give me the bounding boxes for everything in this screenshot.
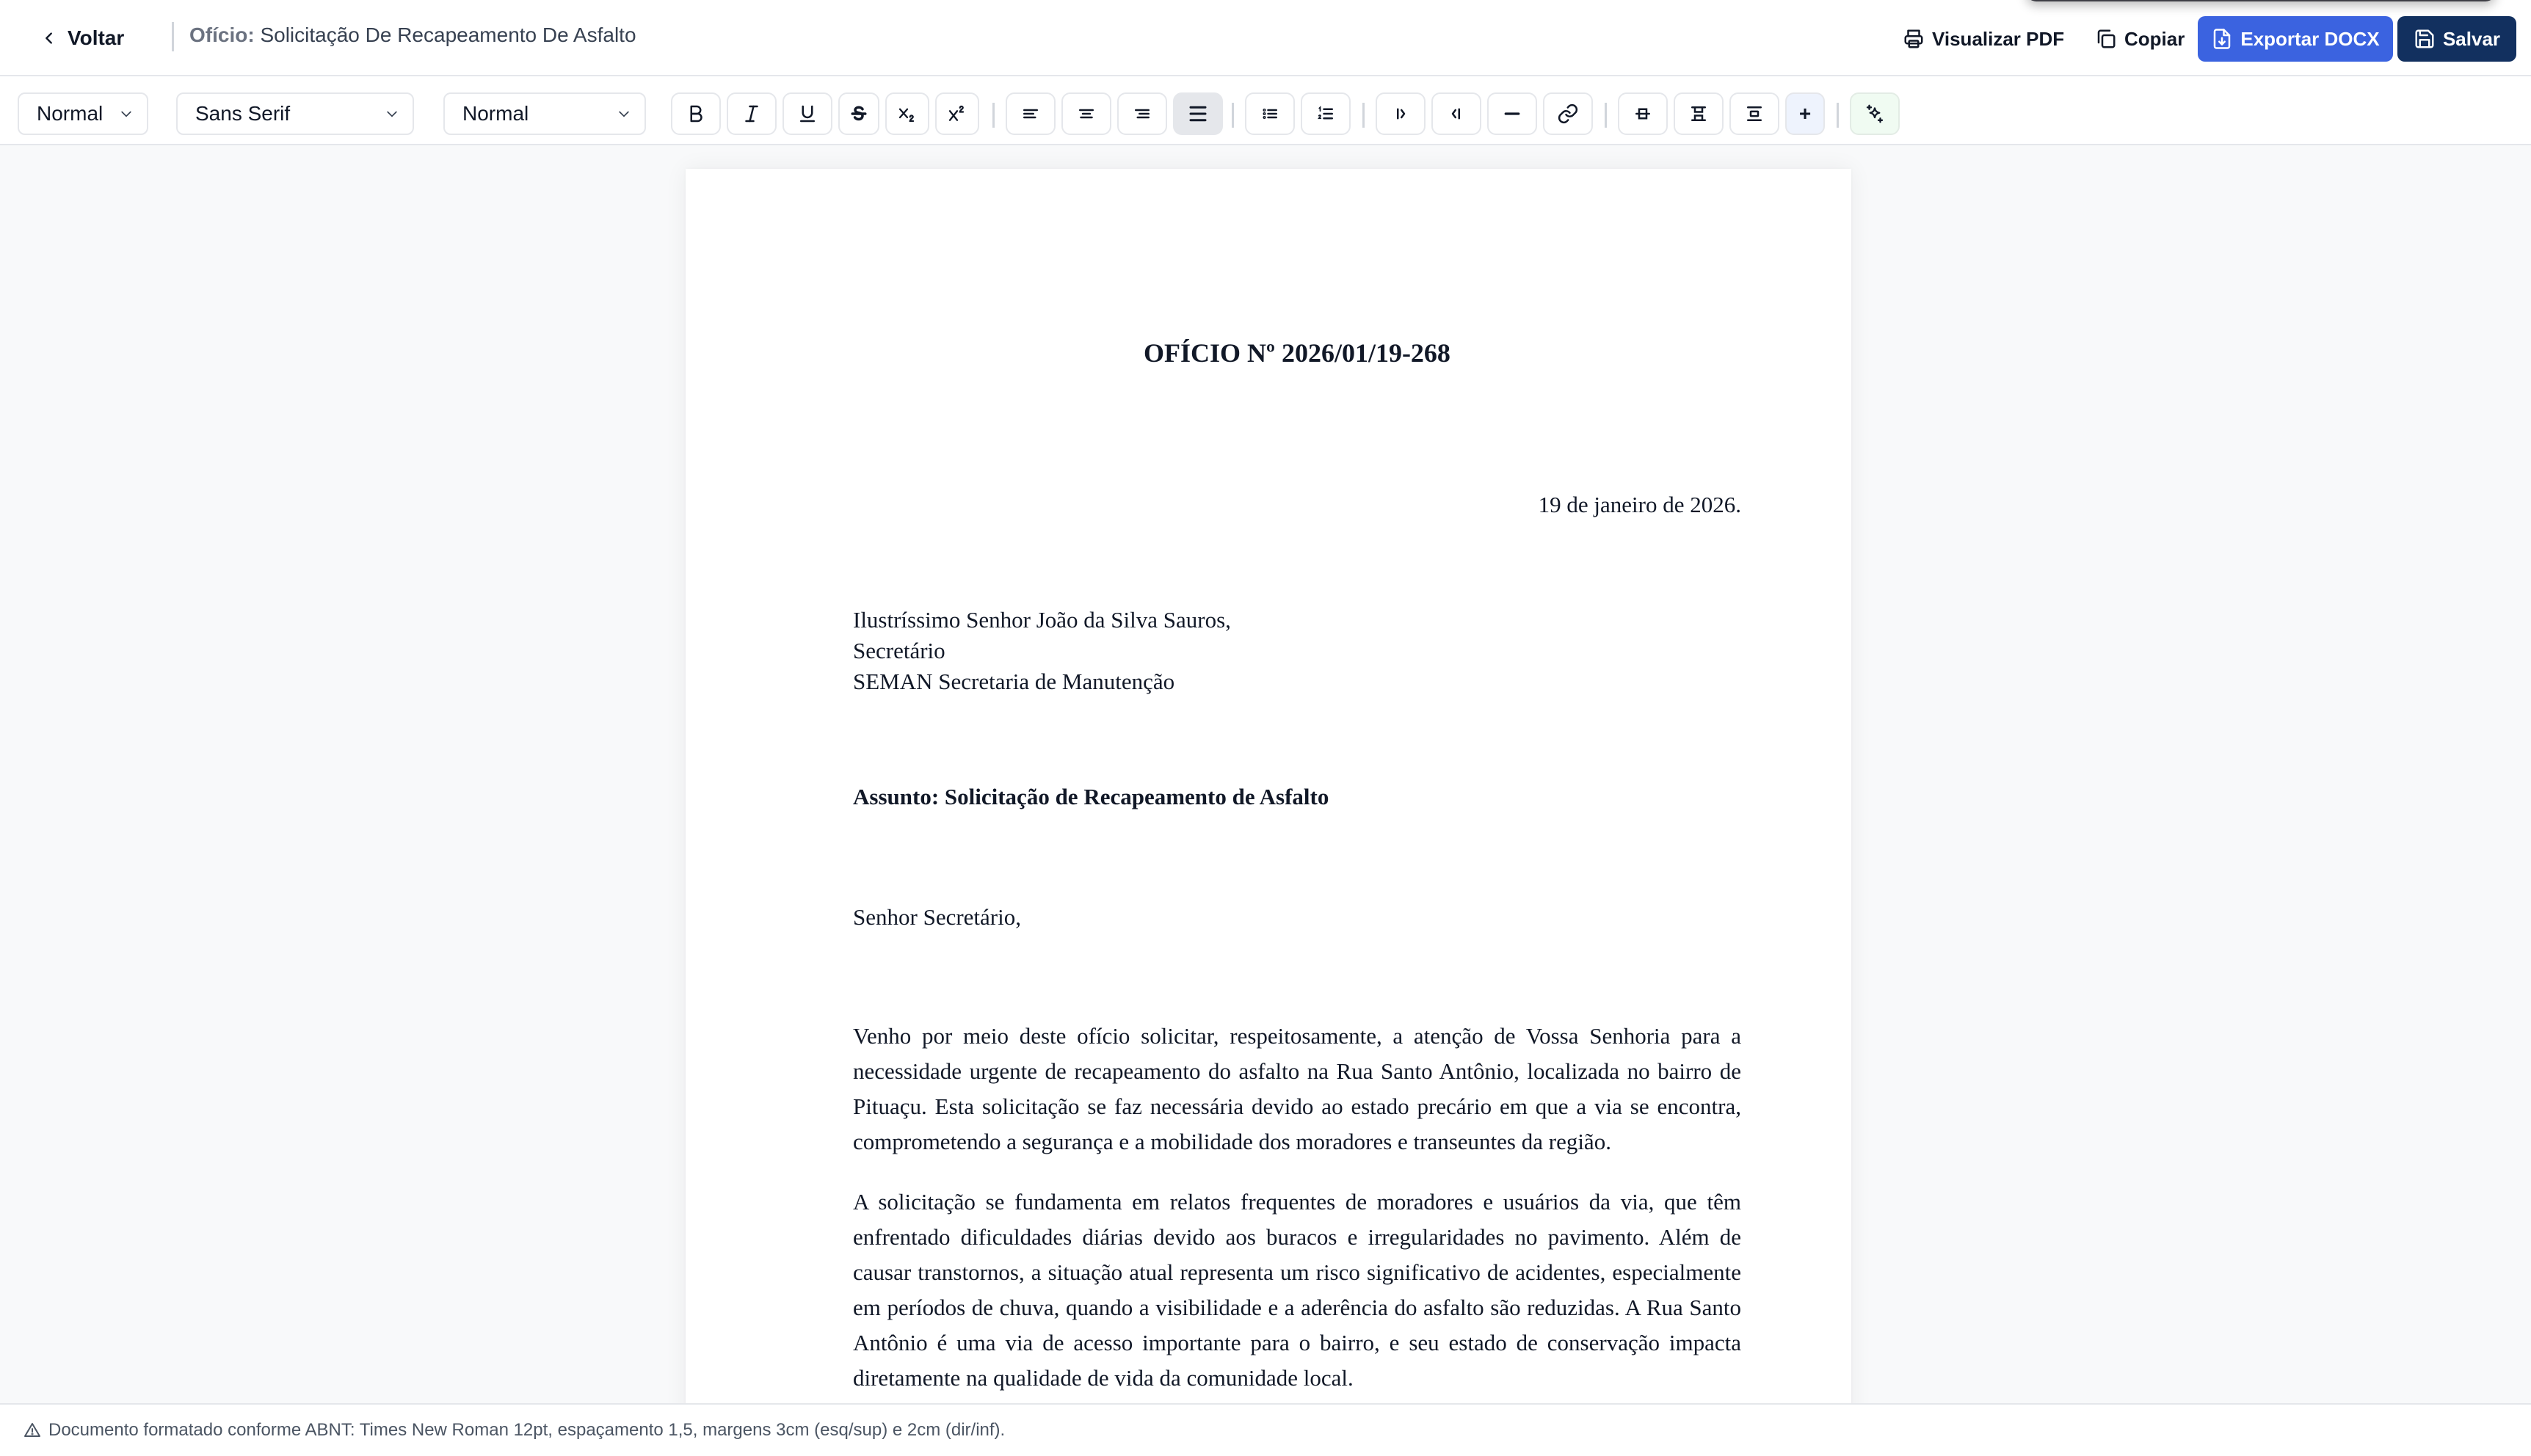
recipient-title: Secretário <box>853 638 945 663</box>
align-left-icon <box>1020 103 1042 125</box>
subscript-icon <box>896 103 918 125</box>
spacing-below-button[interactable] <box>1674 92 1724 135</box>
sparkles-icon <box>1864 103 1886 125</box>
header-divider <box>172 22 174 51</box>
align-left-button[interactable] <box>1006 92 1056 135</box>
outdent-button[interactable] <box>1431 92 1481 135</box>
overlay-edge <box>2026 0 2496 1</box>
back-button[interactable] <box>41 21 124 56</box>
toolbar-separator <box>1232 103 1234 128</box>
toolbar-separator <box>1362 103 1365 128</box>
bullet-list-button[interactable] <box>1245 92 1295 135</box>
indent-button[interactable] <box>1376 92 1426 135</box>
spacing-above-icon <box>1632 103 1654 125</box>
horizontal-rule-button[interactable] <box>1487 92 1537 135</box>
chevron-down-icon <box>119 106 134 121</box>
horizontal-rule-icon <box>1501 103 1523 125</box>
underline-button[interactable] <box>782 92 832 135</box>
save-icon <box>2414 28 2436 50</box>
strikethrough-button[interactable] <box>838 92 879 135</box>
outdent-icon <box>1445 103 1467 125</box>
warning-icon <box>23 1422 41 1439</box>
toolbar-separator <box>1605 103 1607 128</box>
align-justify-button[interactable] <box>1173 92 1223 135</box>
spacing-both-icon <box>1743 103 1765 125</box>
back-label: Voltar <box>68 26 125 49</box>
status-bar <box>0 1403 2531 1456</box>
abnt-notice: Documento formatado conforme ABNT: Times New Roman 12pt, espaçamento 1,5, margens 3cm (esq/sup) e 2cm (dir/inf). <box>48 1420 1006 1440</box>
heading-select-value: Normal <box>37 102 104 125</box>
superscript-icon <box>946 103 968 125</box>
copy-button[interactable] <box>2086 16 2193 62</box>
subscript-button[interactable] <box>885 92 929 135</box>
preview-pdf-label: Visualizar PDF <box>1932 27 2065 50</box>
superscript-button[interactable] <box>935 92 979 135</box>
underline-icon <box>796 103 818 125</box>
font-select[interactable] <box>176 92 414 135</box>
body-paragraph: Venho por meio deste ofício solicitar, respeitosamente, a atenção de Vossa Senhoria para a necessidade urgente de recapeamento do asfalto na Rua Santo Antônio, localizada no bairro de Pituaçu. Esta solicitação se faz necessária devido ao estado precário em que a via se encontra, comprometendo a segurança e a mobilidade dos moradores e transeuntes da região. <box>853 1023 1741 1154</box>
ordered-list-icon <box>1315 103 1337 125</box>
recipient-block <box>853 605 1231 697</box>
file-download-icon <box>2211 28 2233 50</box>
document-date: 19 de janeiro de 2026. <box>1538 492 1741 517</box>
align-center-button[interactable] <box>1061 92 1111 135</box>
align-center-icon <box>1075 103 1097 125</box>
indent-icon <box>1390 103 1412 125</box>
copy-icon <box>2095 28 2117 50</box>
size-select[interactable] <box>443 92 646 135</box>
bullet-list-icon <box>1259 103 1281 125</box>
spacing-above-button[interactable] <box>1618 92 1668 135</box>
chevron-down-icon <box>617 106 631 121</box>
export-docx-label: Exportar DOCX <box>2240 27 2380 50</box>
document-subject: Assunto: Solicitação de Recapeamento de Asfalto <box>853 784 1329 809</box>
recipient-name: Ilustríssimo Senhor João da Silva Sauros, <box>853 607 1231 633</box>
export-docx-button[interactable] <box>2198 16 2393 62</box>
bold-icon <box>685 103 707 125</box>
save-label: Salvar <box>2442 27 2501 50</box>
editor-canvas <box>0 145 2531 1403</box>
printer-icon <box>1903 28 1925 50</box>
top-header <box>0 0 2531 76</box>
chevron-left-icon <box>41 30 57 46</box>
font-select-value: Sans Serif <box>195 102 291 125</box>
add-button[interactable] <box>1785 92 1825 135</box>
bold-button[interactable] <box>671 92 721 135</box>
page-title <box>189 23 636 47</box>
ai-assist-button[interactable] <box>1850 92 1900 135</box>
toolbar-separator <box>992 103 995 128</box>
ordered-list-button[interactable] <box>1301 92 1351 135</box>
spacing-below-icon <box>1688 103 1710 125</box>
recipient-organization: SEMAN Secretaria de Manutenção <box>853 669 1175 694</box>
copy-label: Copiar <box>2124 27 2185 50</box>
strikethrough-icon <box>848 103 870 125</box>
italic-icon <box>741 103 763 125</box>
plus-icon: + <box>1798 102 1812 125</box>
formatting-toolbar <box>0 76 2531 145</box>
link-button[interactable] <box>1543 92 1593 135</box>
italic-button[interactable] <box>727 92 777 135</box>
document-salutation: Senhor Secretário, <box>853 904 1021 930</box>
align-right-icon <box>1131 103 1153 125</box>
heading-select[interactable] <box>18 92 148 135</box>
align-right-button[interactable] <box>1117 92 1167 135</box>
preview-pdf-button[interactable] <box>1894 16 2073 62</box>
document-page[interactable] <box>686 169 1851 1403</box>
spacing-both-button[interactable] <box>1729 92 1779 135</box>
title-prefix: Ofício: <box>189 23 255 46</box>
align-justify-icon <box>1187 103 1209 125</box>
title-name: Solicitação De Recapeamento De Asfalto <box>260 23 636 46</box>
chevron-down-icon <box>385 106 399 121</box>
link-icon <box>1557 103 1579 125</box>
save-button[interactable] <box>2397 16 2516 62</box>
body-paragraph: A solicitação se fundamenta em relatos frequentes de moradores e usuários da via, que têm enfrentado dificuldades diárias devido aos buracos e irregularidades no pavimento. Além de causar transtornos, a situação atual representa um risco significativo de acidentes, especialmente em períodos de chuva, quando a visibilidade e a aderência do asfalto são reduzidas. A Rua Santo Antônio é uma via de acesso importante para o bairro, e seu estado de conservação impacta diretamente na qualidade de vida da comunidade local. <box>853 1189 1741 1391</box>
toolbar-separator <box>1837 103 1839 128</box>
size-select-value: Normal <box>462 102 529 125</box>
document-heading: OFÍCIO Nº 2026/01/19-268 <box>1144 338 1450 368</box>
